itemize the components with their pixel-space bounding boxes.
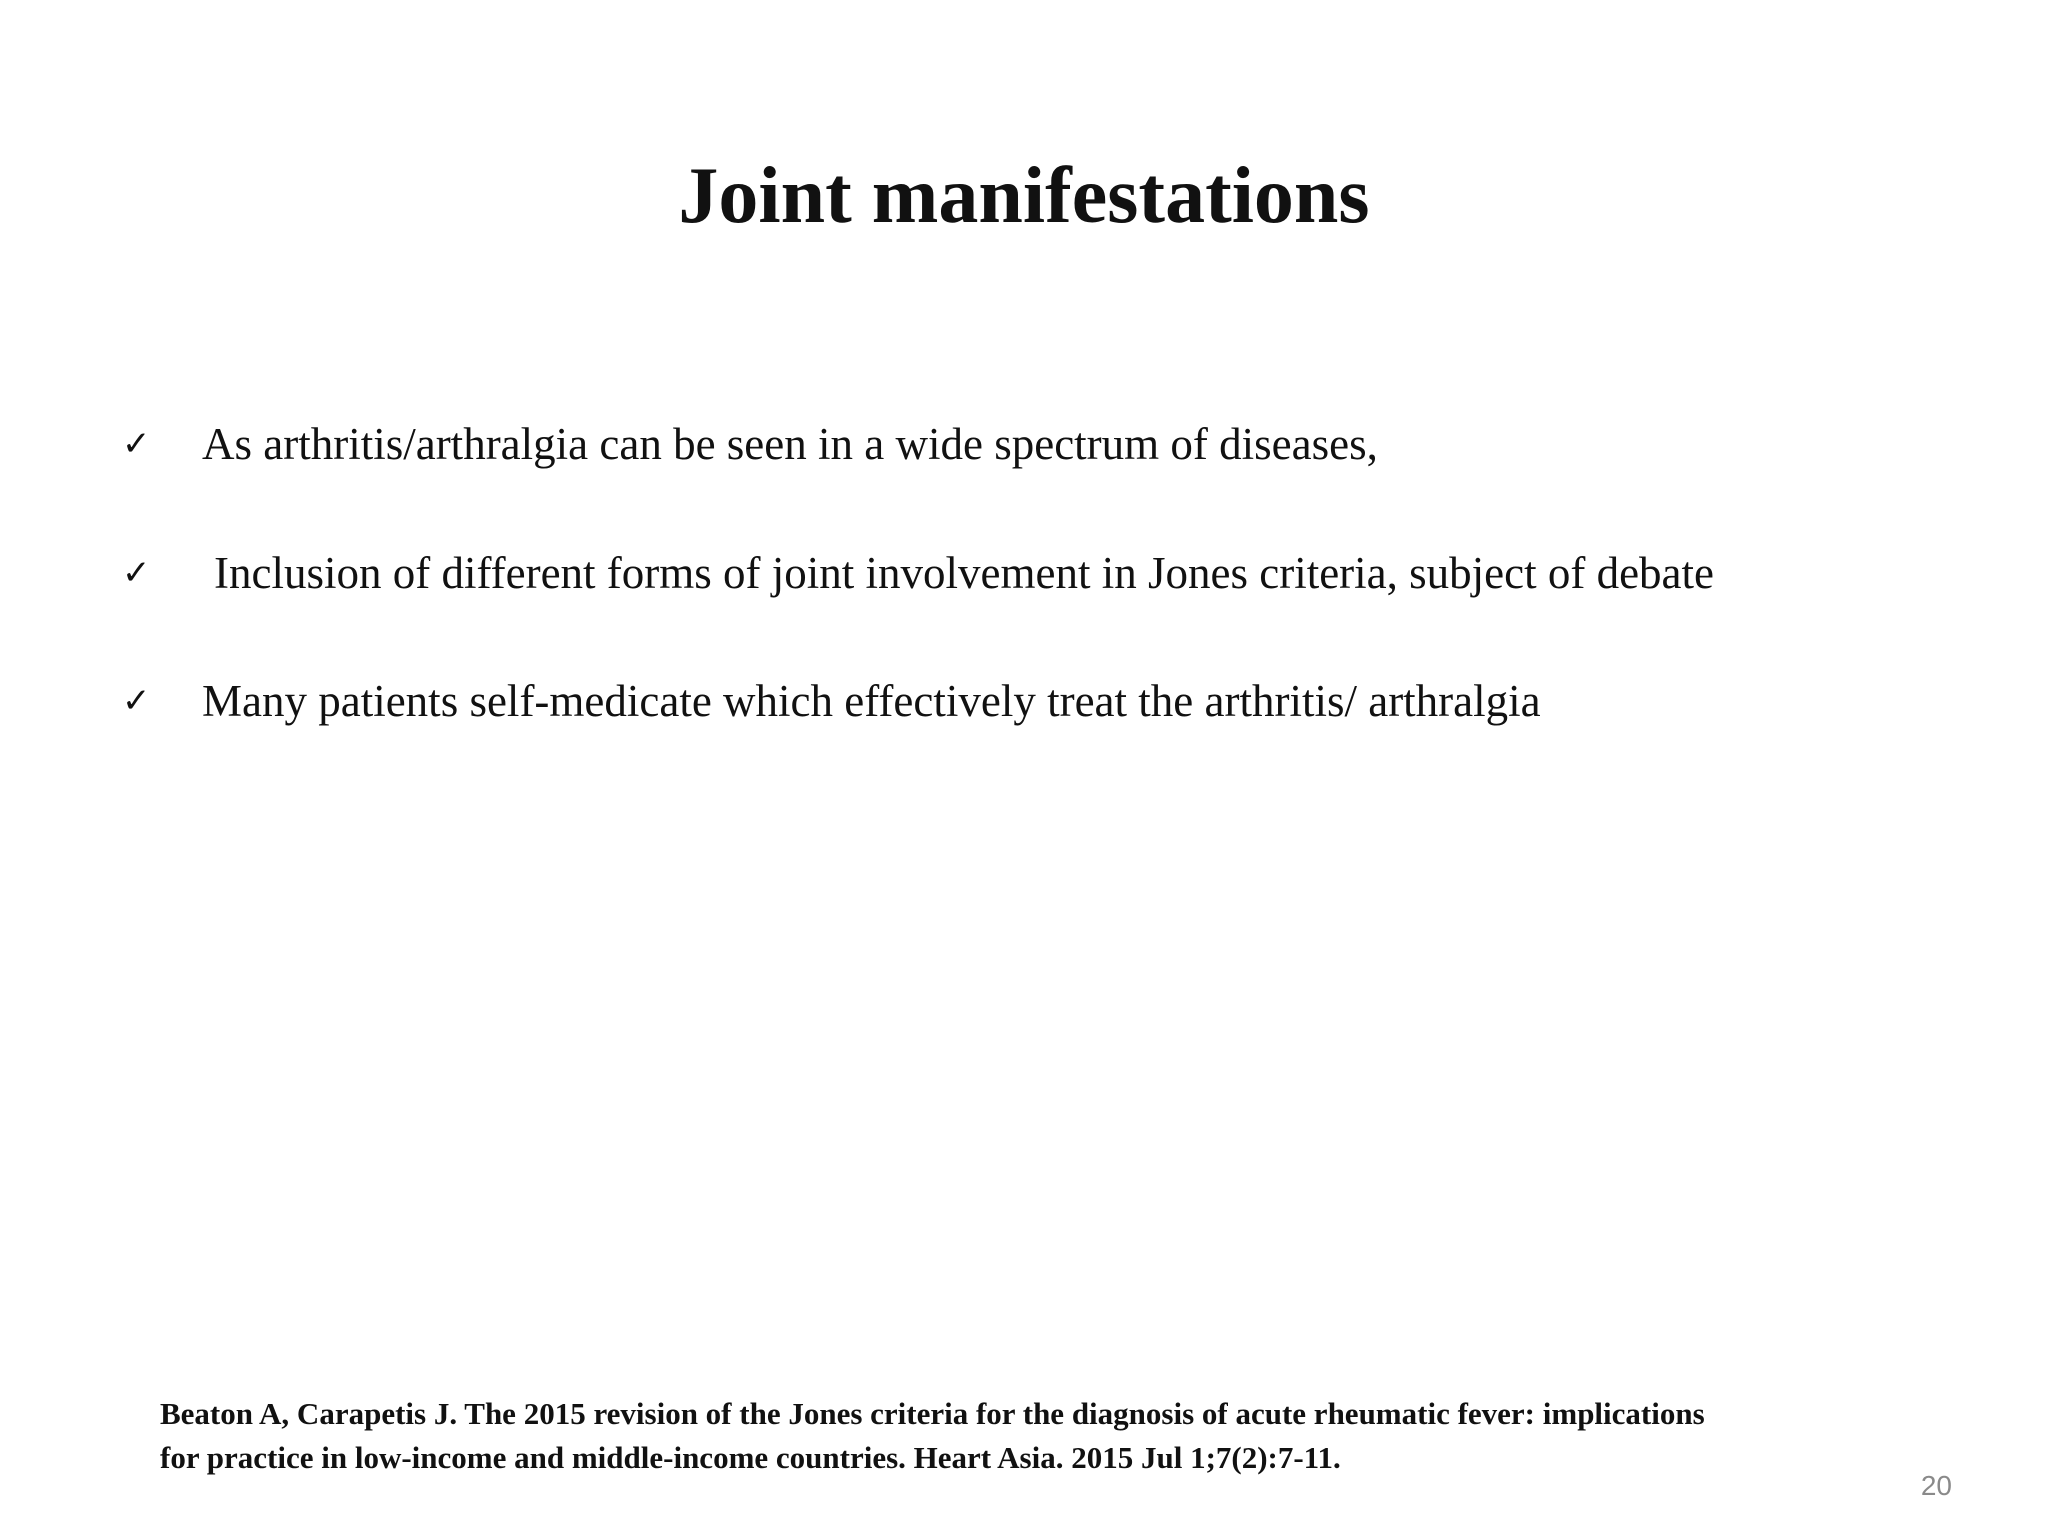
reference-line: for practice in low-income and middle-income countries. Heart Asia. 2015 Jul 1;7(2):7-11.: [160, 1440, 1341, 1475]
bullet-text: Many patients self-medicate which effectively treat the arthritis/ arthralgia: [202, 676, 1541, 726]
check-icon: ✓: [122, 553, 151, 593]
reference-citation: [160, 1392, 1960, 1480]
bullet-item: [0, 543, 2048, 603]
slide-title: Joint manifestations: [678, 152, 1370, 240]
bullet-text: Inclusion of different forms of joint involvement in Jones criteria, subject of debate: [214, 548, 1715, 598]
bullet-item: [0, 414, 2048, 474]
page-number: 20: [1920, 1470, 1952, 1501]
bullet-item: [0, 671, 2048, 731]
bullet-text: As arthritis/arthralgia can be seen in a wide spectrum of diseases,: [202, 419, 1378, 469]
reference-line: Beaton A, Carapetis J. The 2015 revision of the Jones criteria for the diagnosis of acute rheumatic fever: implications: [160, 1396, 1705, 1431]
check-icon: ✓: [122, 424, 151, 464]
check-icon: ✓: [122, 681, 151, 721]
